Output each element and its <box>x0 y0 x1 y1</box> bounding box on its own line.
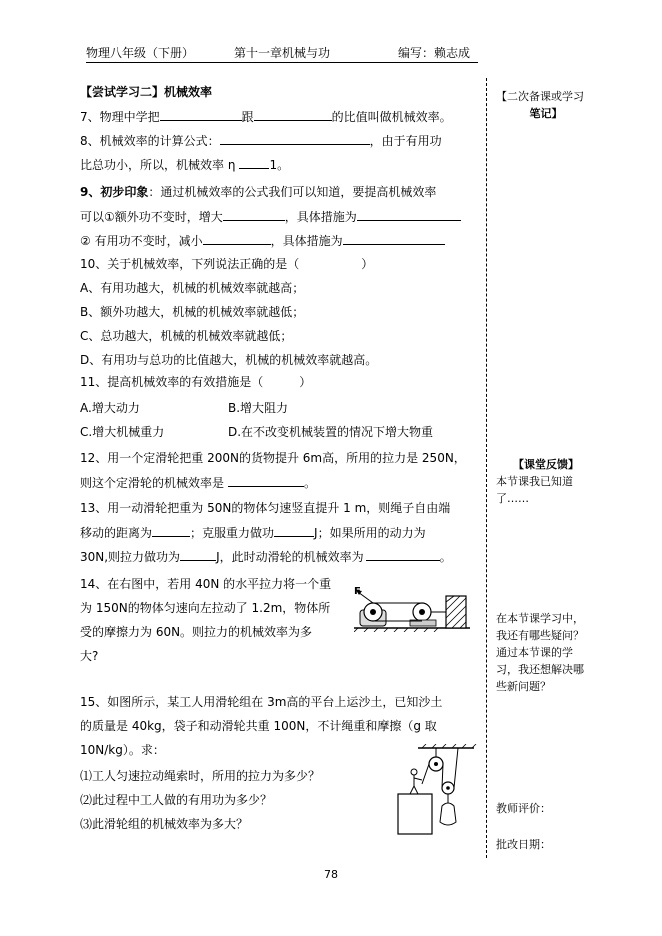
sidebar-question-line3: 通过本节课的学 <box>496 646 573 659</box>
header-rule <box>86 62 478 63</box>
question-12-line2: 则这个定滑轮的机械效率是 。 <box>80 476 317 490</box>
option-10-d: D、有用功与总功的比值越大，机械的机械效率就越高。 <box>80 353 378 367</box>
question-8-line2: 比总功小，所以，机械效率 η 1。 <box>80 158 290 172</box>
question-15-sub2: ⑵此过程中工人做的有用功为多少？ <box>80 793 273 807</box>
question-13-line1: 13、用一动滑轮把重为 50N的物体匀速竖直提升 1 m，则绳子自由端 <box>80 501 451 515</box>
question-15-line1: 15、如图所示，某工人用滑轮组在 3m高的平台上运沙土，已知沙土 <box>80 695 443 709</box>
option-11-b: B.增大阻力 <box>228 401 289 415</box>
eta-symbol: η <box>227 158 236 172</box>
question-13-line3: 30N,则拉力做功为 J，此时动滑轮的机械效率为 。 <box>80 550 452 564</box>
blank-9b[interactable] <box>357 208 461 221</box>
option-10-a: A、有用功越大，机械的机械效率就越高； <box>80 281 305 295</box>
blank-9c[interactable] <box>203 232 271 245</box>
feedback-title: 【课堂反馈】 <box>513 458 579 471</box>
question-15-sub1: ⑴工人匀速拉动绳索时，所用的拉力为多少？ <box>80 769 321 783</box>
option-11-d: D.在不改变机械装置的情况下增大物重 <box>228 425 434 439</box>
blank-7a[interactable] <box>160 108 242 121</box>
sidebar-question-line5: 些新问题？ <box>496 680 551 693</box>
blank-13c[interactable] <box>180 548 216 561</box>
pulley-figure-q15 <box>392 744 478 836</box>
option-10-c: C、总功越大，机械的机械效率就越低； <box>80 329 293 343</box>
grading-date: 批改日期： <box>496 838 551 851</box>
sidebar-feedback <box>496 456 596 507</box>
header-grade: 物理八年级（下册） <box>86 46 195 60</box>
feedback-line2: 了…… <box>496 492 529 505</box>
question-10-stem: 10、关于机械效率，下列说法正确的是（ ） <box>80 257 374 271</box>
force-label: F <box>354 586 361 597</box>
header-chapter: 第十一章机械与功 <box>234 46 331 60</box>
sidebar-notes <box>496 88 596 122</box>
question-14-line1: 14、在右图中，若用 40N 的水平拉力将一个重 <box>80 577 332 591</box>
header-author: 编写：赖志成 <box>398 46 471 60</box>
question-7: 7、物理中学把 跟 的比值叫做机械效率。 <box>80 110 452 124</box>
option-10-b: B、额外功越大，机械的机械效率就越低； <box>80 305 305 319</box>
blank-8-compare[interactable] <box>239 156 269 169</box>
option-11-c: C.增大机械重力 <box>80 425 165 439</box>
pulley-figure-q14 <box>354 584 476 632</box>
question-15-sub3: ⑶此滑轮组的机械效率为多大？ <box>80 817 249 831</box>
section-title: 【尝试学习二】机械效率 <box>80 85 213 99</box>
blank-7b[interactable] <box>254 108 332 121</box>
sidebar-question-line2: 我还有哪些疑问？ <box>496 629 584 642</box>
page-header <box>86 44 478 60</box>
sidebar-question-line1: 在本节课学习中， <box>496 612 584 625</box>
blank-12[interactable] <box>228 474 304 487</box>
sidebar-question-line4: 习，我还想解决哪 <box>496 663 584 676</box>
question-13-line2: 移动的距离为 ；克服重力做功 J；如果所用的动力为 <box>80 526 426 540</box>
question-9-line2: 可以①额外功不变时，增大 ，具体措施为 <box>80 208 461 225</box>
notes-title-line1: 【二次备课或学习 <box>496 90 584 103</box>
blank-9d[interactable] <box>343 232 445 245</box>
blank-8-formula[interactable] <box>220 132 370 145</box>
page-number: 78 <box>324 868 338 881</box>
question-8-line1: 8、机械效率的计算公式： ，由于有用功 <box>80 134 442 148</box>
blank-9a[interactable] <box>223 208 285 221</box>
question-9-line3: ② 有用功不变时，减小 ，具体措施为 <box>80 232 445 249</box>
option-11-a: A.增大动力 <box>80 401 140 415</box>
feedback-line1: 本节课我已知道 <box>496 475 573 488</box>
question-14-line4: 大? <box>80 649 99 663</box>
question-9-line1: 9、初步印象：通过机械效率的公式我们可以知道，要提高机械效率 <box>80 185 437 199</box>
column-divider <box>486 78 487 858</box>
blank-13a[interactable] <box>152 524 190 537</box>
question-11-stem: 11、提高机械效率的有效措施是（ ） <box>80 375 312 389</box>
question-14-line2: 为 150N的物体匀速向左拉动了 1.2m，物体所 <box>80 601 331 615</box>
question-12-line1: 12、用一个定滑轮把重 200N的货物提升 6m高，所用的拉力是 250N， <box>80 451 466 465</box>
teacher-evaluation: 教师评价： <box>496 802 551 815</box>
sidebar-questions <box>496 610 596 695</box>
blank-13d[interactable] <box>366 548 440 561</box>
question-14-line3: 受的摩擦力为 60N。则拉力的机械效率为多 <box>80 625 313 639</box>
notes-title-line2: 笔记】 <box>529 107 563 120</box>
question-15-line2: 的质量是 40kg，袋子和动滑轮共重 100N，不计绳重和摩擦（g 取 <box>80 719 437 733</box>
question-15-line3: 10N/kg）。求： <box>80 743 165 757</box>
blank-13b[interactable] <box>274 524 314 537</box>
